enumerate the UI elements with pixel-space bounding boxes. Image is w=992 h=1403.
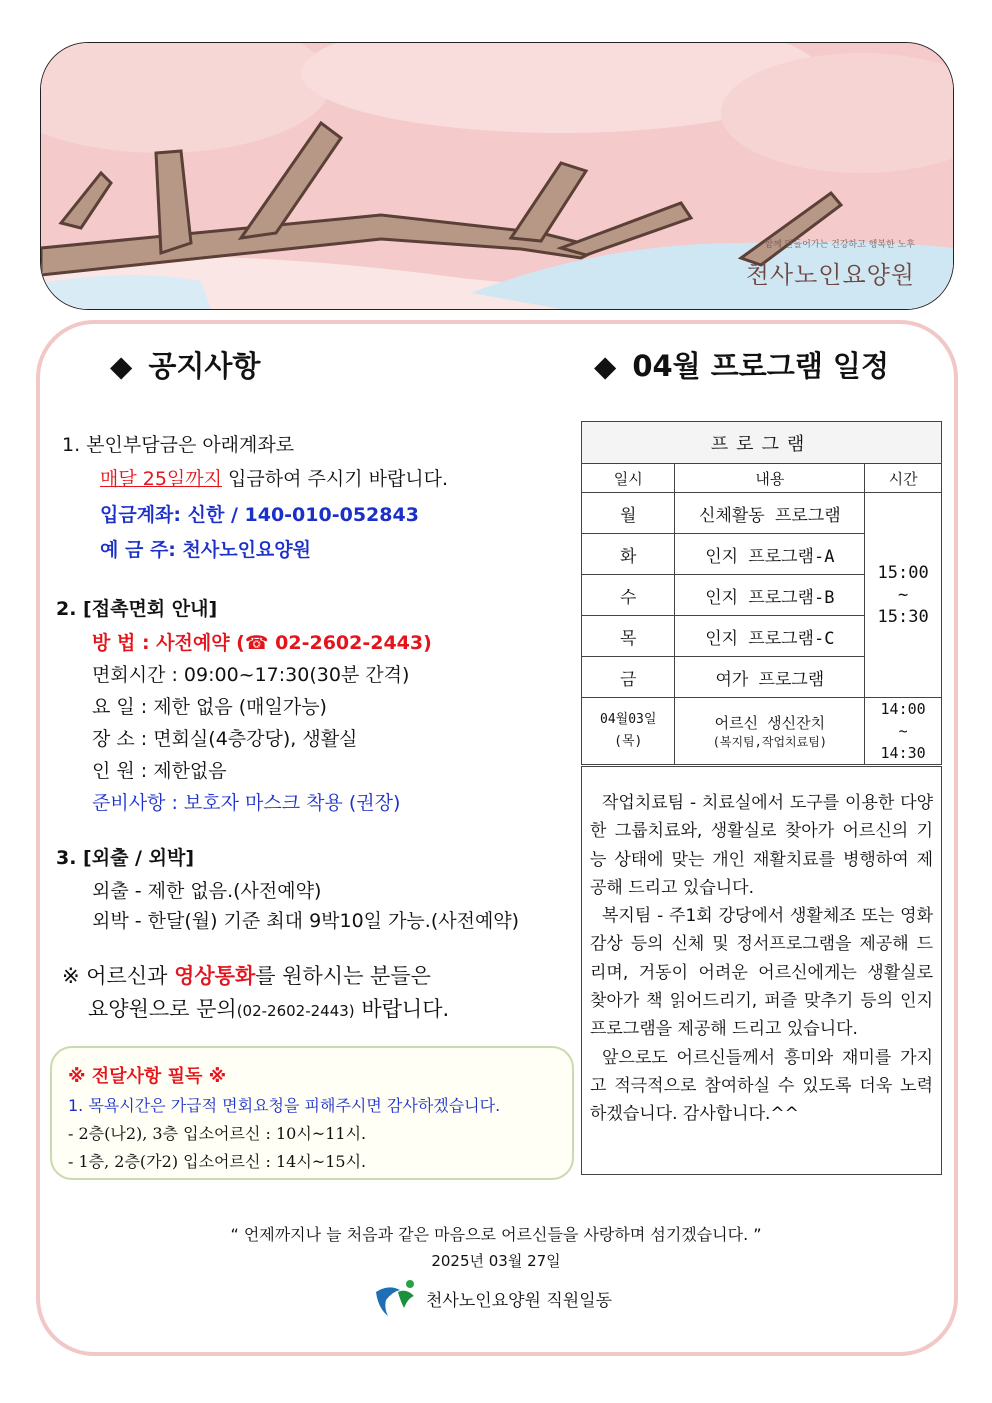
header-banner [40,42,954,310]
footer-signature: 천사노인요양원 직원일동 [372,1278,612,1318]
notice-box [50,1046,574,1180]
outing-line: 외출 - 제한 없음.(사전예약) [92,880,322,902]
visit-place: 장 소 : 면회실(4층강당), 생활실 [92,728,358,750]
diamond-icon: ◆ [110,349,133,383]
org-logo-icon [372,1278,418,1318]
event-name-cell: 어르신 생신잔치 (복지팀,작업치료팀) [675,698,865,765]
notice-heading: ◆ 공지사항 [110,349,261,383]
program-description [581,766,942,1175]
overnight-line: 외박 - 한달(월) 기준 최대 9박10일 가능.(사전예약) [92,910,520,932]
desc-welfare: 복지팀 - 주1회 강당에서 생활체조 또는 영화감상 등의 신체 및 정서프로그램을 제공해 드리며, 거동이 어려운 어르신에게는 생활실로 찾아가 책 읽어드리기, 퍼즐 맞추기 등의 인지프로그램을 제공해 드리고 있습니다. [590,906,933,1040]
visit-day: 요 일 : 제한 없음 (매일가능) [92,696,327,718]
banner-tagline: 함께 만들어가는 건강하고 행복한 노후 [764,240,915,250]
desc-occupational: 작업치료팀 - 치료실에서 도구를 이용한 다양한 그룹치료와, 생활실로 찾아가 어르신의 기능 상태에 맞는 개인 재활치료를 병행하여 제공해 드리고 있습니다. [590,793,933,898]
section1-line1: 1. 본인부담금은 아래계좌로 [62,434,295,456]
row-day: 화 [582,534,675,575]
diamond-icon: ◆ [594,349,617,383]
schedule-table-title: 프로그램 [582,422,942,464]
row-program: 여가 프로그램 [675,657,865,698]
video-call-phone: (02-2602-2443) [236,1002,355,1020]
account-line: 입금계좌: 신한 / 140-010-052843 [100,504,419,526]
visit-people: 인 원 : 제한없음 [92,760,227,782]
visit-method: 방 법 : 사전예약 (☎ 02-2602-2443) [92,632,432,654]
row-program: 신체활동 프로그램 [675,493,865,534]
header-content: 내용 [675,464,865,493]
header-time: 시간 [865,464,942,493]
schedule-heading: ◆ 04월 프로그램 일정 [594,349,889,383]
video-call-highlight: 영상통화 [174,964,256,988]
row-program: 인지 프로그램-C [675,616,865,657]
regular-time-cell: 15:00 ~ 15:30 [865,493,942,698]
row-day: 목 [582,616,675,657]
header-date: 일시 [582,464,675,493]
row-program: 인지 프로그램-B [675,575,865,616]
notice-box-line3: - 1층, 2층(가2) 입소어르신 : 14시~15시. [68,1152,367,1171]
banner-logo-text: 천사노인요양원 [745,261,915,289]
footer-date: 2025년 03월 27일 [431,1252,561,1270]
visit-prep: 준비사항 : 보호자 마스크 착용 (권장) [92,792,401,814]
footer-quote: “ 언제까지나 늘 처음과 같은 마음으로 어르신들을 사랑하며 섬기겠습니다. ” [230,1225,762,1244]
desc-closing: 앞으로도 어르신들께서 흥미와 재미를 가지고 적극적으로 참여하실 수 있도록 더욱 노력하겠습니다. 감사합니다.^^ [590,1047,933,1125]
visit-time: 면회시간 : 09:00~17:30(30분 간격) [92,664,410,686]
section2-title: 2. [접촉면회 안내] [56,598,218,620]
row-day: 금 [582,657,675,698]
notice-box-line1: 1. 목욕시간은 가급적 면회요청을 피해주시면 감사하겠습니다. [68,1096,501,1115]
row-day: 월 [582,493,675,534]
video-call-line1: ※ 어르신과 영상통화를 원하시는 분들은 [62,964,431,988]
section1-line2: 매달 25일까지 입금하여 주시기 바랍니다. [100,468,449,490]
due-date-highlight: 매달 25일까지 [100,468,222,490]
schedule-table [581,421,942,765]
section3-title: 3. [외출 / 외박] [56,847,195,869]
event-date-cell: 04월03일 (목) [582,698,675,765]
event-time-cell: 14:00 ~ 14:30 [865,698,942,765]
notice-box-title: ※ 전달사항 필독 ※ [68,1066,227,1087]
holder-line: 예 금 주: 천사노인요양원 [100,539,311,561]
row-day: 수 [582,575,675,616]
notice-box-line2: - 2층(나2), 3층 입소어르신 : 10시~11시. [68,1124,367,1143]
video-call-line2: 요양원으로 문의(02-2602-2443) 바랍니다. [88,997,450,1021]
row-program: 인지 프로그램-A [675,534,865,575]
